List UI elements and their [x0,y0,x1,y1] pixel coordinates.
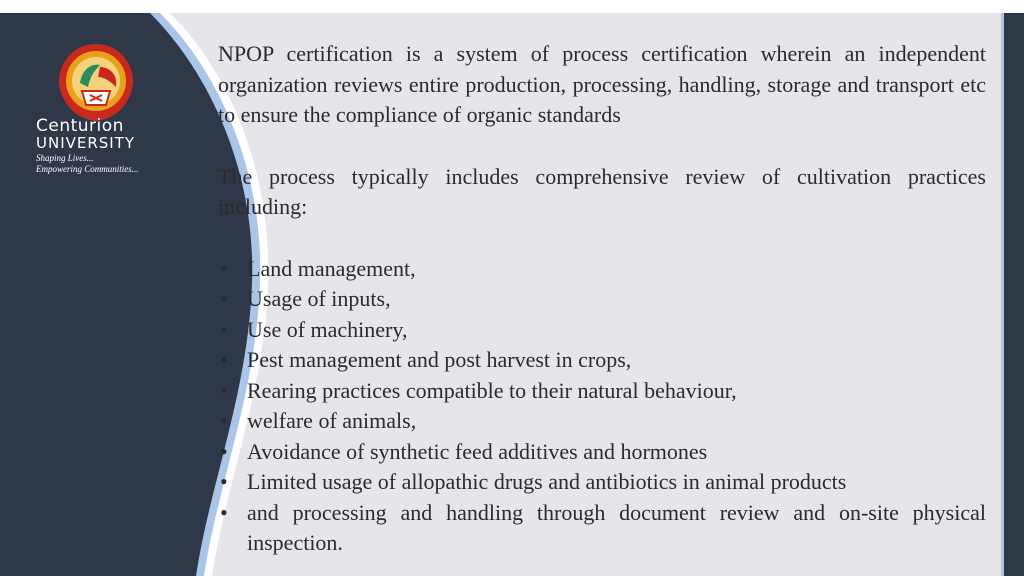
right-edge-strip [1004,13,1024,576]
practices-list [218,254,986,559]
slide-content [218,39,986,559]
list-item: • and processing and handling through document review and on-site physical inspection. [220,499,986,555]
brand-name-line1: Centurion [36,116,124,136]
intro-paragraph: NPOP certification is a system of process certification wherein an independent organization reviews entire production, processing, handling, storage and transport etc to ensure the compliance of organic standards [218,41,986,127]
list-item: • welfare of animals, [218,406,986,437]
bullet-icon: • [220,377,228,403]
list-item: • Land management, [218,254,986,285]
university-brand [36,117,139,175]
brand-tagline-1: Shaping Lives... [36,153,94,163]
bullet-icon: • [220,408,228,433]
brand-name-line2: UNIVERSITY [36,134,136,152]
bullet-icon: • [220,499,228,525]
list-item: • Rearing practices compatible to their natural behaviour, [218,376,986,407]
bullet-icon: • [220,438,228,464]
list-item: • Usage of inputs, [218,284,986,315]
brand-tagline-2: Empowering Communities... [36,164,139,174]
list-item: • Use of machinery, [218,315,986,346]
list-item: • Avoidance of synthetic feed additives and hormones [218,437,986,468]
bullet-icon: • [220,347,228,372]
list-item: • Pest management and post harvest in crops, [218,345,986,376]
bullet-icon: • [220,316,228,342]
bullet-icon: • [220,255,228,281]
slide [0,13,1024,576]
bullet-icon: • [220,286,228,311]
list-item: • Limited usage of allopathic drugs and antibiotics in animal products [218,467,986,498]
process-paragraph: The process typically includes comprehensive review of cultivation practices including: [218,163,986,219]
bullet-icon: • [220,469,228,494]
